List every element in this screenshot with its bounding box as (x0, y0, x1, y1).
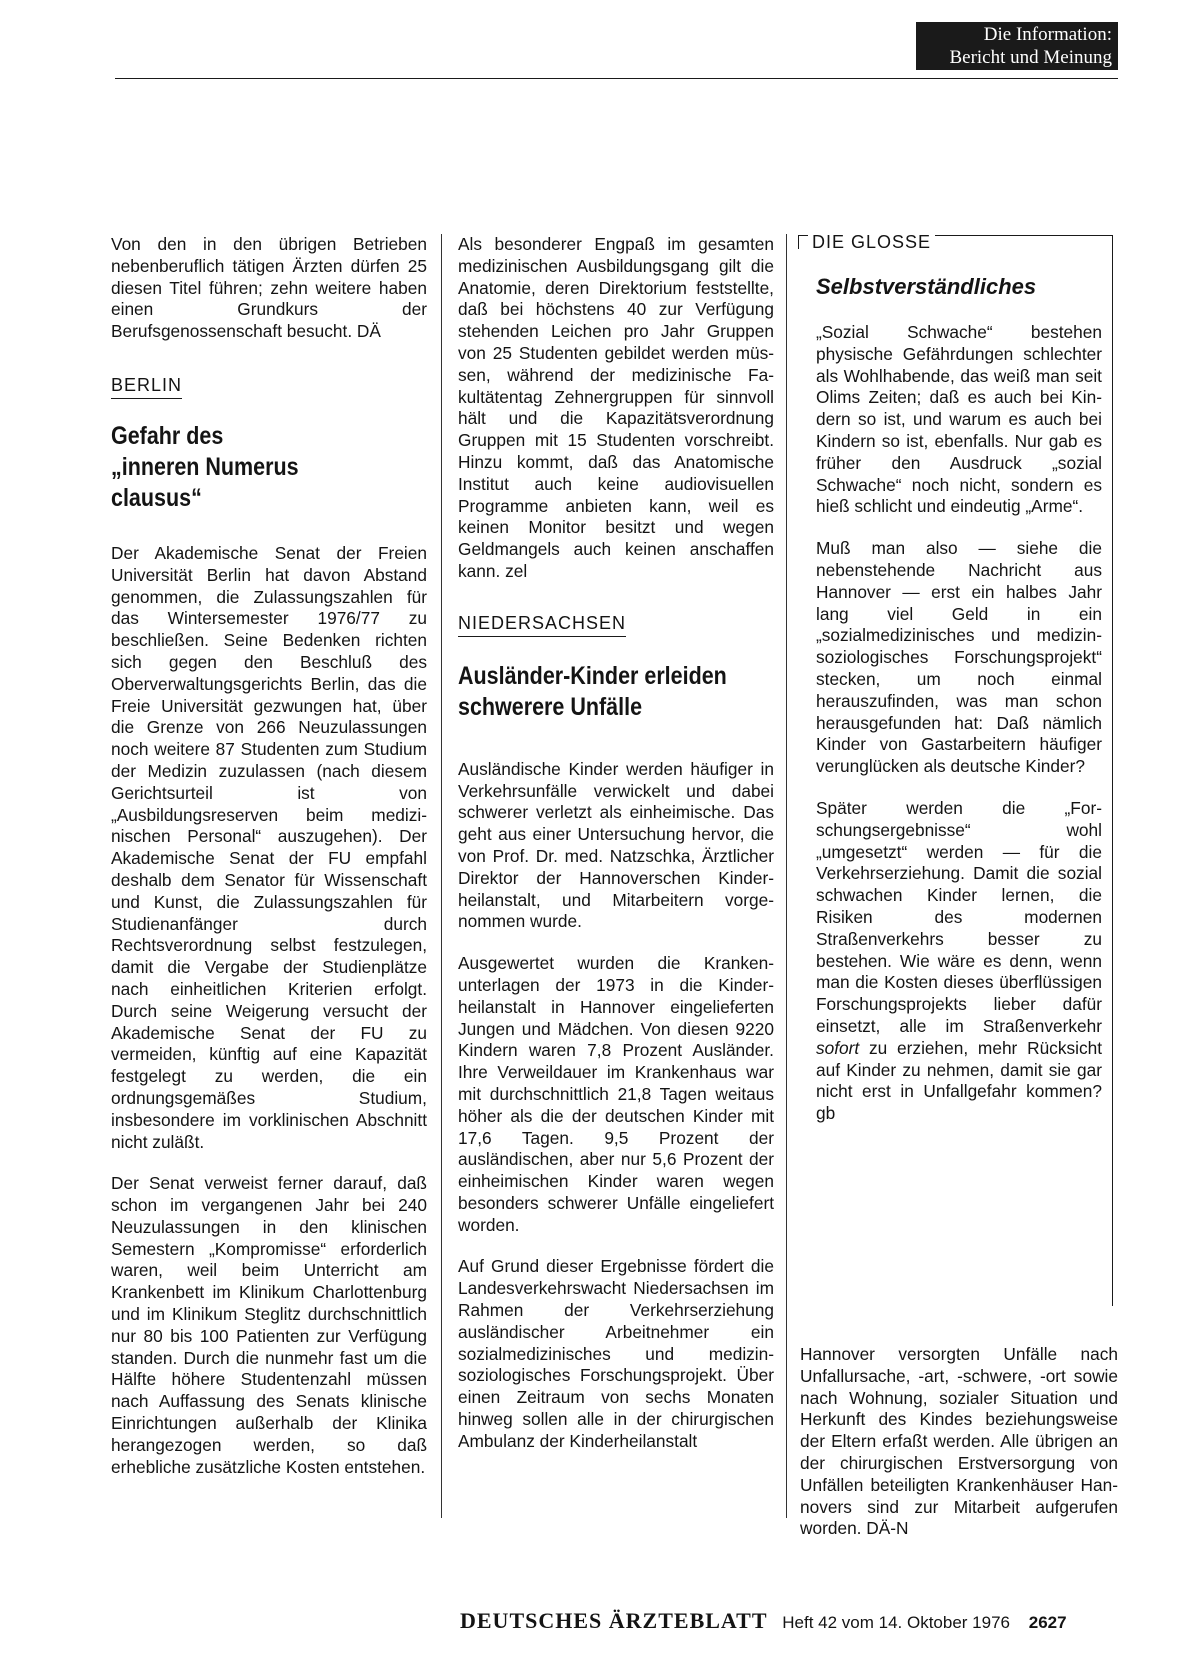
glosse-paragraph: Muß man also — siehe die nebenstehende Nachricht aus Hannover — erst ein halbes Jahr lang viel Geld in ein „sozialmedizinisches und medizin-soziologisches Forschungsprojekt“ stecken, um noch einmal herauszufinden, was man schon herausgefunden hat: Daß nämlich Kinder von Gastarbeitern häufiger verunglücken als deutsche Kinder? (816, 538, 1102, 777)
column-divider (786, 234, 787, 1518)
article-paragraph: Der Akademische Senat der Freien Universität Berlin hat davon Abstand genommen, die Zulassungszahlen für das Wintersemester 1976/77 zu beschließen. Seine Bedenken richten sich gegen den Beschluß des Oberverwaltungsgerichts Berlin, das die Freie Universität gezwungen hat, über die Grenze von 266 Neuzulassungen noch weitere 87 Studenten zum Studium der Medizin zuzulassen (nach diesem Gerichtsurteil ist von „Ausbildungsreserven beim medizinischen Personal“ auszugehen). Der Akademische Senat der FU empfahl deshalb dem Senator für Wissenschaft und Kunst, die Zulassungszahlen für Studienanfänger durch Rechtsverordnung selbst festzulegen, damit die Vergabe der Studienplätze nach einheitlichen Kriterien erfolgt. Durch seine Weigerung versucht der Akademische Senat der FU zu vermeiden, künftig auf eine Kapazität festgelegt zu werden, die ein ordnungsgemäßes Studium, insbesondere im vorklinischen Abschnitt nicht zuläßt. (111, 542, 427, 1152)
column-divider (441, 234, 442, 1518)
headline-line: Gefahr des (111, 421, 224, 450)
column-1 (111, 234, 427, 1478)
glosse-paragraph (816, 798, 1102, 1125)
headline-line: Ausländer-Kinder erleiden (458, 661, 727, 690)
section-badge-line2: Bericht und Meinung (949, 47, 1112, 68)
glosse-box-right (1112, 235, 1113, 1306)
column-3-continuation (800, 1344, 1118, 1540)
headline-niedersachsen (458, 661, 774, 725)
headline-line: clausus“ (111, 483, 202, 512)
article-paragraph: Ausgewertet wurden die Krankenunterlagen der 1973 in die Kinderheilanstalt in Hannover eingelieferten Jungen und Mädchen. Von diesen 9220 Kindern waren 7,8 Prozent Ausländer. Ihre Verweildauer im Krankenhaus war mit durchschnittlich 21,8 Tagen weitaus höher als die der deutschen Kinder mit 17,6 Tagen. 9,5 Prozent der ausländischen, aber nur 5,6 Prozent der einheimischen Kinder waren wegen besonders schwerer Unfälle eingeliefert worden. (458, 953, 774, 1235)
article-continuation: Hannover versorgten Unfälle nach Unfallursache, -art, -schwere, -ort sowie nach Wohnung, sozialer Situation und Herkunft des Kindes beziehungsweise der Eltern erfaßt werden. Alle übrigen an der chirurgischen Erstversorgung von Unfällen beteiligten Krankenhäuser Hannovers sind zur Mitarbeit aufgerufen worden. DÄ-N (800, 1344, 1118, 1539)
page-number: 2627 (1028, 1613, 1067, 1632)
glosse-title: Selbstverständliches (816, 274, 1037, 299)
headline-line: „inneren Numerus (111, 452, 299, 481)
glosse-text: Später werden die „Forschungsergebnisse“ wohl „umgesetzt“ werden — für die Verkehrserziehung. Damit die sozial schwachen Kinder lernen, die Risiken des modernen Straßenverkehrs besser zu bestehen. Wie wäre es denn, wenn man die Kosten dieses überflüssigen Forschungsprojekts lieber dafür einsetzt, alle im Straßenverkehr (816, 797, 1102, 1036)
glosse-emphasis: sofort (816, 1037, 860, 1058)
section-niedersachsen (458, 613, 774, 637)
article-paragraph: Auf Grund dieser Ergebnisse fördert die Landesverkehrswacht Niedersachsen im Rahmen der Verkehrserziehung ausländischer Arbeitnehmer ein sozialmedizinisches und medizin-soziologisches Forschungsprojekt. Über einen Zeitraum von sechs Monaten hinweg sollen alle in der chirurgischen Ambulanz der Kinderheilanstalt (458, 1256, 774, 1451)
intro-paragraph: Von den in den übrigen Betrieben nebenberuflich tätigen Ärzten dürfen 25 diesen Titel führen; zehn weitere haben einen Grundkurs der Berufsgenossenschaft besucht. DÄ (111, 234, 427, 342)
glosse-paragraph: „Sozial Schwache“ bestehen physische Gefährdungen schlechter als Wohlhabende, das weiß man seit Olims Zeiten; daß es auch bei Kindern so ist, und warum es auch bei Kindern so ist, ebenfalls. Nur gab es früher den Ausdruck „sozial Schwache“ noch nicht, sondern es hieß schlicht und eindeutig „Arme“. (816, 322, 1102, 517)
issue-info: Heft 42 vom 14. Oktober 1976 (782, 1613, 1010, 1632)
masthead: DEUTSCHES ÄRZTEBLATT (460, 1608, 768, 1633)
column-2 (458, 234, 774, 1453)
article-paragraph: Der Senat verweist ferner darauf, daß schon im vergangenen Jahr bei 240 Neuzulassungen in den klinischen Semestern „Kompromisse“ erforderlich waren, weil beim Unterricht am Krankenbett im Klinikum Charlottenburg und im Klinikum Steglitz durchschnittlich nur 80 bis 100 Patienten zur Verfügung standen. Durch die nunmehr fast um die Hälfte höhere Studentenzahl müssen nach Auffassung des Senats klinische Einrichtungen außerhalb der Klinika herangezogen werden, so daß erhebliche zusätzliche Kosten entstehen. (111, 1173, 427, 1477)
article-paragraph: Ausländische Kinder werden häufiger in Verkehrsunfälle verwickelt und dabei schwerer verletzt als einheimische. Das geht aus einer Untersuchung hervor, die von Prof. Dr. med. Natzschka, Ärztlicher Direktor der Hannoverschen Kinderheilanstalt, und Mitarbeitern vorgenommen wurde. (458, 758, 774, 932)
section-label-niedersachsen: NIEDERSACHSEN (458, 613, 626, 637)
glosse-label: DIE GLOSSE (808, 232, 935, 253)
section-label-berlin: BERLIN (111, 375, 182, 399)
headline-berlin (111, 421, 427, 517)
headline-line: schwerere Unfälle (458, 692, 643, 721)
section-badge (916, 22, 1118, 70)
glosse-body (816, 322, 1102, 1125)
glosse-text: zu erziehen, mehr Rücksicht auf Kinder zu nehmen, damit sie gar nicht erst in Unfallgefahr kommen? gb (816, 1037, 1102, 1124)
section-badge-line1: Die Information: (983, 24, 1112, 45)
glosse-box-left (798, 235, 799, 249)
header-rule (115, 78, 1118, 79)
section-berlin (111, 375, 427, 399)
article-paragraph: Als besonderer Engpaß im gesamten medizinischen Ausbildungsgang gilt die Anatomie, deren Direktorium feststellte, daß bei höchstens 40 zur Verfügung stehenden Leichen pro Jahr Gruppen von 25 Studenten gebildet werden müssen, während der medizinische Fakultätentag Zehnergruppen für sinnvoll hält und die Kapazitätsverordnung Gruppen mit 15 Studenten vorschreibt. Hinzu kommt, daß das Anatomische Institut auch keine audiovisuellen Programme anbieten kann, weil es keinen Monitor besitzt und wegen Geldmangels auch keinen anschaffen kann. zel (458, 234, 774, 581)
page-footer (460, 1608, 1067, 1634)
